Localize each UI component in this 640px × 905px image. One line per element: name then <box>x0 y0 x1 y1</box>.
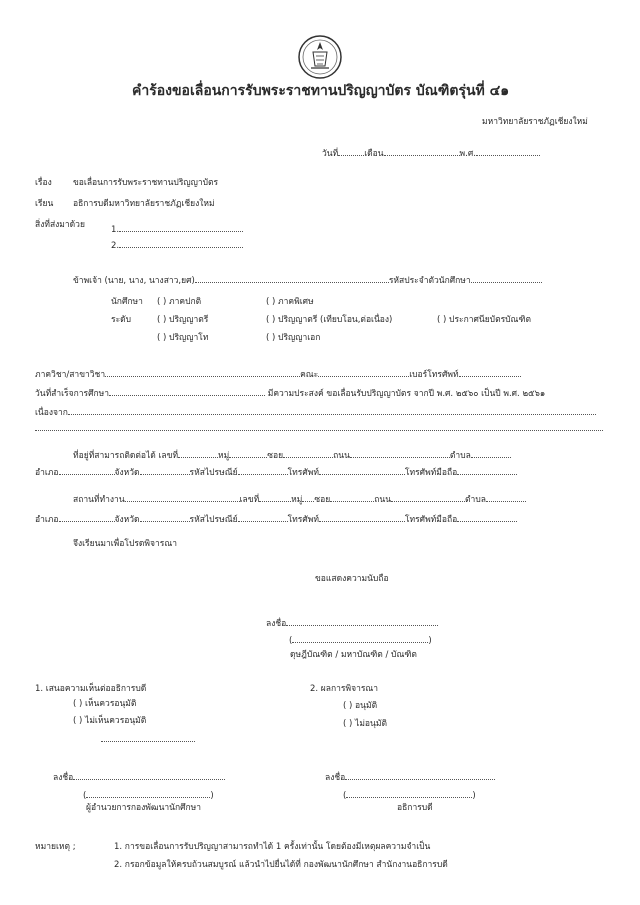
date-month-field[interactable] <box>384 146 460 156</box>
graduated-line: วันที่สำเร็จการศึกษา มีความประสงค์ ขอเลื่อนรับปริญญาบัตร จากปี พ.ศ. ๒๕๖๐ เป็นปี พ.ศ. ๒๕๖๑ <box>35 386 545 400</box>
contact-mobile-field[interactable] <box>457 465 517 475</box>
approval-right-option-2[interactable]: ( ) ไม่อนุมัติ <box>343 719 387 729</box>
approval-left-comment-field[interactable] <box>101 741 195 742</box>
workplace-tel-field[interactable] <box>319 512 405 522</box>
notes-label: หมายเหตุ ; <box>35 842 76 852</box>
student-type-label: นักศึกษา <box>111 297 143 307</box>
applicant-name-field[interactable] <box>195 273 389 283</box>
contact-no-field[interactable] <box>178 448 218 458</box>
major-line: ภาควิชา/สาขาวิชา คณะ เบอร์โทรศัพท์ <box>35 367 521 381</box>
president-printed-name-field[interactable] <box>346 788 472 798</box>
workplace-name-field[interactable] <box>125 492 240 502</box>
director-title: ผู้อำนวยการกองพัฒนานักศึกษา <box>86 803 202 813</box>
director-signature-field[interactable] <box>73 770 225 780</box>
attachment-2-field[interactable] <box>119 238 243 248</box>
closing-regards: ขอแสดงความนับถือ <box>315 574 389 584</box>
phone-field[interactable] <box>459 367 521 377</box>
attachment-1: 1. <box>111 222 243 236</box>
approval-left-title: 1. เสนอความเห็นต่ออธิการบดี <box>35 684 147 694</box>
date-line: วันที่ เดือน พ.ศ. <box>322 146 540 160</box>
date-year-field[interactable] <box>476 146 540 156</box>
president-signature-field[interactable] <box>345 770 495 780</box>
workplace-soi-field[interactable] <box>330 492 374 502</box>
option-special[interactable]: ( ) ภาคพิเศษ <box>266 297 314 307</box>
workplace-no-field[interactable] <box>259 492 291 502</box>
workplace-line-1: สถานที่ทำงาน เลขที่ หมู่ ซอย ถนน ตำบล <box>73 492 526 506</box>
contact-tambon-field[interactable] <box>471 448 511 458</box>
contact-postcode-field[interactable] <box>238 465 288 475</box>
subject-label: เรื่อง <box>35 178 52 188</box>
major-field[interactable] <box>105 367 300 377</box>
president-title: อธิการบดี <box>397 803 433 813</box>
university-name: มหาวิทยาลัยราชภัฏเชียงใหม่ <box>482 117 588 127</box>
attachment-1-field[interactable] <box>119 222 243 232</box>
president-signature-line: ลงชื่อ <box>325 770 495 784</box>
approval-left-option-1[interactable]: ( ) เห็นควรอนุมัติ <box>73 699 137 709</box>
contact-tel-field[interactable] <box>319 465 405 475</box>
contact-road-field[interactable] <box>350 448 450 458</box>
option-bachelor[interactable]: ( ) ปริญญาตรี <box>157 315 209 325</box>
applicant-name-line: ข้าพเจ้า (นาย, นาง, นางสาว,ยศ) รหัสประจำตัวนักศึกษา <box>73 273 542 287</box>
note-2: 2. กรอกข้อมูลให้ครบถ้วนสมบูรณ์ แล้วนำไปยื่นได้ที่ กองพัฒนานักศึกษา สำนักงานอธิการบดี <box>114 860 448 870</box>
closing-request: จึงเรียนมาเพื่อโปรดพิจารณา <box>73 539 178 549</box>
contact-address-line-2: อำเภอ จังหวัด รหัสไปรษณีย์ โทรศัพท์ โทรศัพท์มือถือ <box>35 465 517 479</box>
contact-moo-field[interactable] <box>229 448 267 458</box>
contact-province-field[interactable] <box>140 465 190 475</box>
director-printed-name-field[interactable] <box>86 788 210 798</box>
workplace-tambon-field[interactable] <box>486 492 526 502</box>
president-printed-name-line: ( ) <box>343 788 476 802</box>
workplace-line-2: อำเภอ จังหวัด รหัสไปรษณีย์ โทรศัพท์ โทรศัพท์มือถือ <box>35 512 517 526</box>
director-printed-name-line: ( ) <box>83 788 214 802</box>
graduate-title: ดุษฎีบัณฑิต / มหาบัณฑิต / บัณฑิต <box>290 650 417 660</box>
applicant-printed-name-line: ( ) <box>289 633 432 647</box>
workplace-amphoe-field[interactable] <box>59 512 115 522</box>
date-day-field[interactable] <box>338 146 364 156</box>
contact-amphoe-field[interactable] <box>59 465 115 475</box>
workplace-postcode-field[interactable] <box>238 512 288 522</box>
attachment-2: 2. <box>111 238 243 252</box>
reason-field[interactable] <box>68 405 596 415</box>
page-title: คำร้องขอเลื่อนการรับพระราชทานปริญญาบัตร บัณฑิตรุ่นที่ ๔๑ <box>132 83 510 99</box>
option-master[interactable]: ( ) ปริญญาโท <box>157 333 209 343</box>
attachments-label: สิ่งที่ส่งมาด้วย <box>35 220 85 230</box>
workplace-province-field[interactable] <box>140 512 190 522</box>
faculty-field[interactable] <box>318 367 409 377</box>
reason-field-line-2[interactable] <box>35 430 603 431</box>
workplace-road-field[interactable] <box>391 492 465 502</box>
student-id-field[interactable] <box>471 273 542 283</box>
option-certificate[interactable]: ( ) ประกาศนียบัตรบัณฑิต <box>437 315 532 325</box>
workplace-mobile-field[interactable] <box>457 512 517 522</box>
graduated-date-field[interactable] <box>109 386 265 396</box>
applicant-printed-name-field[interactable] <box>292 633 428 643</box>
university-seal-logo <box>297 34 343 80</box>
approval-right-title: 2. ผลการพิจารณา <box>310 684 379 694</box>
contact-soi-field[interactable] <box>283 448 333 458</box>
note-1: 1. การขอเลื่อนการรับปริญญาสามารถทำได้ 1 ครั้งเท่านั้น โดยต้องมีเหตุผลความจำเป็น <box>114 842 431 852</box>
workplace-moo-field[interactable] <box>302 492 314 502</box>
option-doctor[interactable]: ( ) ปริญญาเอก <box>266 333 321 343</box>
subject-text: ขอเลื่อนการรับพระราชทานปริญญาบัตร <box>73 178 219 188</box>
contact-address-line-1: ที่อยู่ที่สามารถติดต่อได้ เลขที่ หมู่ ซอย ถนน ตำบล <box>73 448 511 462</box>
director-signature-line: ลงชื่อ <box>53 770 225 784</box>
approval-right-option-1[interactable]: ( ) อนุมัติ <box>343 701 378 711</box>
level-label: ระดับ <box>111 315 132 325</box>
option-regular[interactable]: ( ) ภาคปกติ <box>157 297 202 307</box>
to-label: เรียน <box>35 199 54 209</box>
applicant-signature-field[interactable] <box>286 616 438 626</box>
option-bachelor-transfer[interactable]: ( ) ปริญญาตรี (เทียบโอน,ต่อเนื่อง) <box>266 315 393 325</box>
to-text: อธิการบดีมหาวิทยาลัยราชภัฏเชียงใหม่ <box>73 199 215 209</box>
approval-left-option-2[interactable]: ( ) ไม่เห็นควรอนุมัติ <box>73 716 147 726</box>
reason-line: เนื่องจาก <box>35 405 596 419</box>
applicant-signature-line: ลงชื่อ <box>266 616 438 630</box>
